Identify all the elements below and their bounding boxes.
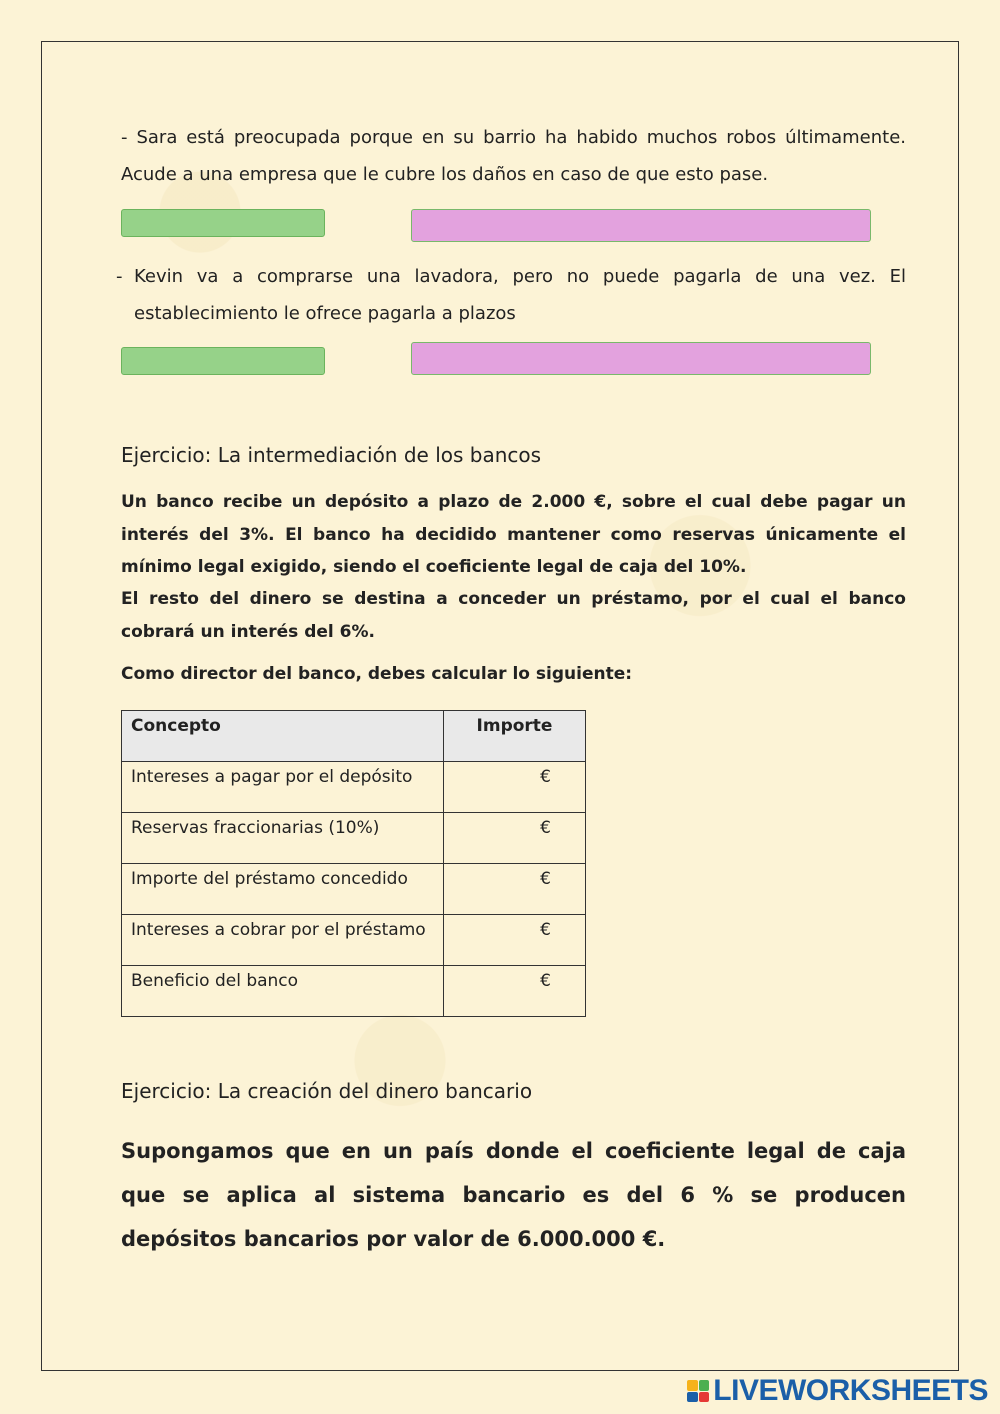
- item-kevin-dash: -: [116, 266, 123, 287]
- exercise1-title: Ejercicio: La intermediación de los bancos: [121, 443, 542, 467]
- answer-box-pink-1[interactable]: [411, 209, 871, 242]
- row-concept: Intereses a cobrar por el préstamo: [122, 915, 444, 966]
- item-kevin-text: Kevin va a comprarse una lavadora, pero no puede pagarla de una vez. El establecimiento le ofrece pagarla a plazos: [134, 266, 906, 324]
- liveworksheets-logo-icon: [687, 1380, 709, 1402]
- exercise2-paragraph: Supongamos que en un país donde el coeficiente legal de caja que se aplica al sistema bancario es del 6 % se producen depósitos bancarios por valor de 6.000.000 €.: [121, 1139, 906, 1251]
- table-row: [122, 762, 586, 813]
- row-amount-input[interactable]: €: [444, 966, 586, 1017]
- table-row: [122, 864, 586, 915]
- brand-name: LIVEWORKSHEETS: [713, 1374, 988, 1407]
- table-row: [122, 813, 586, 864]
- table-row: [122, 915, 586, 966]
- row-concept: Beneficio del banco: [122, 966, 444, 1017]
- table-row: [122, 966, 586, 1017]
- answer-box-green-2[interactable]: [121, 347, 325, 375]
- row-amount-input[interactable]: €: [444, 864, 586, 915]
- exercise1-paragraph1: Un banco recibe un depósito a plazo de 2.000 €, sobre el cual debe pagar un interés del 3%. El banco ha decidido mantener como reservas únicamente el mínimo legal exigido, siendo el coeficiente legal de caja del 10%.: [121, 492, 906, 577]
- row-concept: Reservas fraccionarias (10%): [122, 813, 444, 864]
- answer-box-green-1[interactable]: [121, 209, 325, 237]
- row-amount-input[interactable]: €: [444, 762, 586, 813]
- exercise2-title: Ejercicio: La creación del dinero bancario: [121, 1079, 533, 1103]
- row-concept: Intereses a pagar por el depósito: [122, 762, 444, 813]
- row-amount-input[interactable]: €: [444, 915, 586, 966]
- row-concept: Importe del préstamo concedido: [122, 864, 444, 915]
- exercise1-paragraph2: El resto del dinero se destina a conceder un préstamo, por el cual el banco cobrará un interés del 6%.: [121, 589, 906, 642]
- column-header-amount: Importe: [444, 711, 586, 762]
- column-header-concept: Concepto: [122, 711, 444, 762]
- exercise1-instruction: Como director del banco, debes calcular lo siguiente:: [121, 664, 633, 684]
- answer-box-pink-2[interactable]: [411, 342, 871, 375]
- liveworksheets-brand: [687, 1374, 988, 1408]
- table-header-row: [122, 711, 586, 762]
- item-sara-text: - Sara está preocupada porque en su barrio ha habido muchos robos últimamente. Acude a una empresa que le cubre los daños en caso de que esto pase.: [121, 127, 906, 185]
- row-amount-input[interactable]: €: [444, 813, 586, 864]
- calculation-table: [121, 710, 586, 1017]
